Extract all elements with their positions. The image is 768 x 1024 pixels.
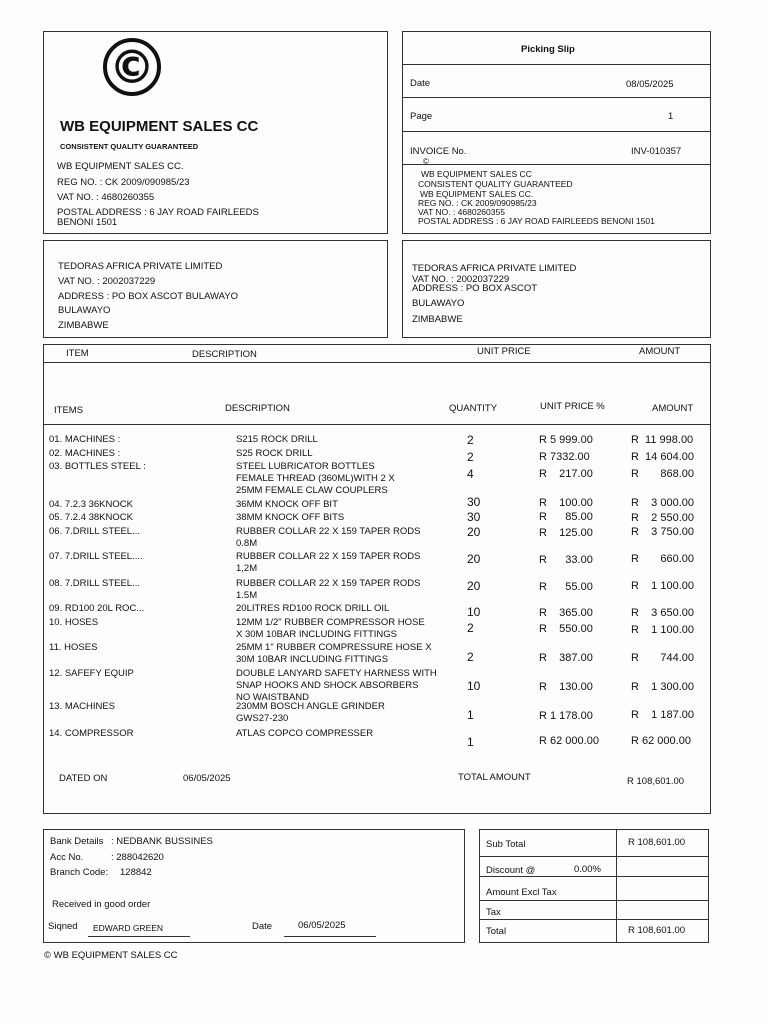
invoice-label: INVOICE No.: [410, 146, 467, 157]
row-item: 10. HOSES: [49, 617, 99, 628]
date-label: Date: [410, 78, 431, 89]
row-unit-price: R 387.00: [539, 652, 593, 664]
row-unit-price: R 55.00: [539, 581, 593, 593]
slip-line: WB EQUIPMENT SALES CC.: [420, 189, 534, 199]
row-description: 230MM BOSCH ANGLE GRINDER: [236, 701, 385, 712]
row-unit-price: R 550.00: [539, 623, 593, 635]
row-item: 13. MACHINES: [49, 701, 115, 712]
row-amount: R 1 187.00: [631, 709, 694, 721]
bill-to-line: TEDORAS AFRICA PRIVATE LIMITED: [58, 261, 223, 272]
row-amount: R 2 550.00: [631, 512, 694, 524]
row-amount: R 660.00: [631, 553, 694, 565]
row-item: 12. SAFEFY EQUIP: [49, 668, 134, 679]
row-quantity: 1: [467, 735, 474, 749]
total-amount-value: R 108,601.00: [627, 776, 685, 787]
company-line: REG NO. : CK 2009/090985/23: [57, 177, 190, 188]
row-amount: R 62 000.00: [631, 735, 691, 747]
row-description: 20LITRES RD100 ROCK DRILL OIL: [236, 603, 390, 614]
slip-line: POSTAL ADDRESS : 6 JAY ROAD FAIRLEEDS BENONI 1501: [418, 216, 655, 226]
row-description: FEMALE THREAD (360ML)WITH 2 X: [236, 473, 395, 484]
row-amount: R 744.00: [631, 652, 694, 664]
divider: [479, 900, 709, 901]
divider: [479, 876, 709, 877]
row-description: S25 ROCK DRILL: [236, 448, 313, 459]
row-description: STEEL LUBRICATOR BOTTLES: [236, 461, 375, 472]
row-quantity: 30: [467, 510, 481, 524]
row-description: 30M 10BAR INCLUDING FITTINGS: [236, 654, 389, 665]
header-unit-price-2: UNIT PRICE %: [540, 401, 605, 412]
company-line: POSTAL ADDRESS : 6 JAY ROAD FAIRLEEDS: [57, 207, 259, 218]
date-line: [284, 936, 376, 937]
row-unit-price: R 100.00: [539, 497, 593, 509]
row-description: RUBBER COLLAR 22 X 159 TAPER RODS: [236, 578, 421, 589]
row-description: 25MM FEMALE CLAW COUPLERS: [236, 485, 388, 496]
slip-line: REG NO. : CK 2009/090985/23: [418, 198, 537, 208]
row-quantity: 2: [467, 450, 474, 464]
row-unit-price: R 7332.00: [539, 451, 590, 463]
tax-label: Tax: [486, 907, 501, 918]
row-amount: R 11 998.00: [631, 434, 694, 446]
received-text: Received in good order: [52, 899, 151, 910]
row-amount: R 1 100.00: [631, 580, 694, 592]
row-item: 04. 7.2.3 36KNOCK: [49, 499, 133, 510]
divider: [43, 424, 711, 425]
divider: [479, 919, 709, 920]
row-unit-price: R 5 999.00: [539, 434, 593, 446]
bill-to-line: VAT NO. : 2002037229: [58, 276, 156, 287]
row-description: 0.8M: [236, 538, 258, 549]
row-description: 36MM KNOCK OFF BIT: [236, 499, 338, 510]
row-item: 03. BOTTLES STEEL :: [49, 461, 146, 472]
row-description: 25MM 1" RUBBER COMPRESSURE HOSE X: [236, 642, 432, 653]
row-amount: R 3 000.00: [631, 497, 694, 509]
slip-line: CONSISTENT QUALITY GUARANTEED: [418, 179, 573, 189]
row-unit-price: R 217.00: [539, 468, 593, 480]
row-description: S215 ROCK DRILL: [236, 434, 318, 445]
row-description: NO WAISTBAND: [236, 692, 310, 703]
row-unit-price: R 33.00: [539, 554, 593, 566]
subtotal-value: R 108,601.00: [628, 837, 686, 848]
row-unit-price: R 130.00: [539, 681, 593, 693]
bill-to-line: ZIMBABWE: [58, 320, 109, 331]
page-label: Page: [410, 111, 433, 122]
divider: [43, 362, 711, 363]
row-quantity: 1: [467, 708, 474, 722]
row-item: 06. 7.DRILL STEEL...: [49, 526, 140, 537]
bill-to-line: ADDRESS : PO BOX ASCOT BULAWAYO: [58, 291, 239, 302]
row-quantity: 4: [467, 467, 474, 481]
row-amount: R 868.00: [631, 468, 694, 480]
row-quantity: 2: [467, 621, 474, 635]
branch-label: Branch Code:: [50, 867, 109, 878]
company-line: VAT NO. : 4680260355: [57, 192, 155, 203]
row-amount: R 1 100.00: [631, 624, 694, 636]
row-amount: R 14 604.00: [631, 451, 694, 463]
total-label: Total: [486, 926, 507, 937]
header-description-2: DESCRIPTION: [225, 403, 290, 414]
row-quantity: 20: [467, 552, 481, 566]
subtotal-label: Sub Total: [486, 839, 526, 850]
row-unit-price: R 365.00: [539, 607, 593, 619]
header-amount: AMOUNT: [639, 346, 681, 357]
row-quantity: 20: [467, 579, 481, 593]
bank-value: : NEDBANK BUSSINES: [111, 836, 213, 847]
row-item: 11. HOSES: [49, 642, 98, 653]
company-tagline: CONSISTENT QUALITY GUARANTEED: [60, 142, 199, 151]
copyright-footer: © WB EQUIPMENT SALES CC: [44, 950, 178, 961]
ship-to-line: BULAWAYO: [412, 298, 465, 309]
row-item: 02. MACHINES :: [49, 448, 121, 459]
row-amount: R 1 300.00: [631, 681, 694, 693]
row-description: X 30M 10BAR INCLUDING FITTINGS: [236, 629, 398, 640]
receipt-date-value: 06/05/2025: [298, 920, 346, 931]
page-value: 1: [668, 111, 674, 122]
company-name: WB EQUIPMENT SALES CC: [60, 118, 259, 135]
row-description: DOUBLE LANYARD SAFETY HARNESS WITH: [236, 668, 437, 679]
row-description: 1,2M: [236, 563, 258, 574]
header-quantity: QUANTITY: [449, 403, 498, 414]
header-unit-price: UNIT PRICE: [477, 346, 531, 357]
bank-label: Bank Details: [50, 836, 104, 847]
bill-to-line: BULAWAYO: [58, 305, 111, 316]
row-quantity: 30: [467, 495, 481, 509]
signature-line: [88, 936, 190, 937]
row-description: ATLAS COPCO COMPRESSER: [236, 728, 374, 739]
row-description: SNAP HOOKS AND SHOCK ABSORBERS: [236, 680, 419, 691]
row-quantity: 10: [467, 605, 481, 619]
header-description: DESCRIPTION: [192, 349, 257, 360]
row-unit-price: R 62 000.00: [539, 735, 599, 747]
row-item: 09. RD100 20L ROC...: [49, 603, 145, 614]
excl-tax-label: Amount Excl Tax: [486, 887, 557, 898]
header-amount-2: AMOUNT: [652, 403, 694, 414]
row-item: 05. 7.2.4 38KNOCK: [49, 512, 133, 523]
dated-value: 06/05/2025: [183, 773, 231, 784]
row-description: RUBBER COLLAR 22 X 159 TAPER RODS: [236, 551, 421, 562]
row-unit-price: R 1 178.00: [539, 710, 593, 722]
acc-label: Acc No.: [50, 852, 84, 863]
header-items: ITEMS: [54, 405, 84, 416]
discount-value: 0.00%: [574, 864, 601, 875]
slip-title: Picking Slip: [521, 44, 575, 55]
ship-to-line: ZIMBABWE: [412, 314, 463, 325]
company-line: WB EQUIPMENT SALES CC.: [57, 161, 184, 172]
ship-to-line: ADDRESS : PO BOX ASCOT: [412, 283, 538, 294]
row-description: GWS27-230: [236, 713, 289, 724]
divider: [616, 829, 617, 943]
row-quantity: 2: [467, 433, 474, 447]
row-item: 14. COMPRESSOR: [49, 728, 134, 739]
row-description: 38MM KNOCK OFF BITS: [236, 512, 345, 523]
dated-label: DATED ON: [59, 773, 108, 784]
signed-value: EDWARD GREEN: [93, 923, 164, 933]
row-description: 1.5M: [236, 590, 258, 601]
divider: [402, 131, 711, 132]
slip-line: WB EQUIPMENT SALES CC: [421, 169, 532, 179]
divider: [402, 64, 711, 65]
slip-line: VAT NO. : 4680260355: [418, 207, 505, 217]
divider: [402, 97, 711, 98]
ship-to-line: TEDORAS AFRICA PRIVATE LIMITED: [412, 263, 577, 274]
copyright-logo: ©: [103, 38, 161, 96]
acc-value: : 288042620: [111, 852, 164, 863]
row-quantity: 10: [467, 679, 481, 693]
row-description: RUBBER COLLAR 22 X 159 TAPER RODS: [236, 526, 421, 537]
row-amount: R 3 750.00: [631, 526, 694, 538]
company-line: BENONI 1501: [57, 217, 118, 228]
receipt-date-label: Date: [252, 921, 273, 932]
row-item: 01. MACHINES :: [49, 434, 121, 445]
signed-label: Siqned: [48, 921, 78, 932]
small-copyright-icon: ©: [423, 157, 429, 166]
row-item: 07. 7.DRILL STEEL....: [49, 551, 143, 562]
row-amount: R 3 650.00: [631, 607, 694, 619]
divider: [402, 164, 711, 165]
ship-to-line: VAT NO. : 2002037229: [412, 274, 510, 285]
header-item: ITEM: [66, 348, 89, 359]
date-value: 08/05/2025: [626, 79, 674, 90]
discount-label: Discount @: [486, 865, 536, 876]
row-unit-price: R 85.00: [539, 511, 593, 523]
row-unit-price: R 125.00: [539, 527, 593, 539]
total-amount-label: TOTAL AMOUNT: [458, 772, 531, 783]
divider: [479, 856, 709, 857]
row-quantity: 2: [467, 650, 474, 664]
row-quantity: 20: [467, 525, 481, 539]
total-value: R 108,601.00: [628, 925, 686, 936]
row-item: 08. 7.DRILL STEEL...: [49, 578, 140, 589]
branch-value: 128842: [120, 867, 152, 878]
row-description: 12MM 1/2" RUBBER COMPRESSOR HOSE: [236, 617, 425, 628]
invoice-value: INV-010357: [631, 146, 682, 157]
